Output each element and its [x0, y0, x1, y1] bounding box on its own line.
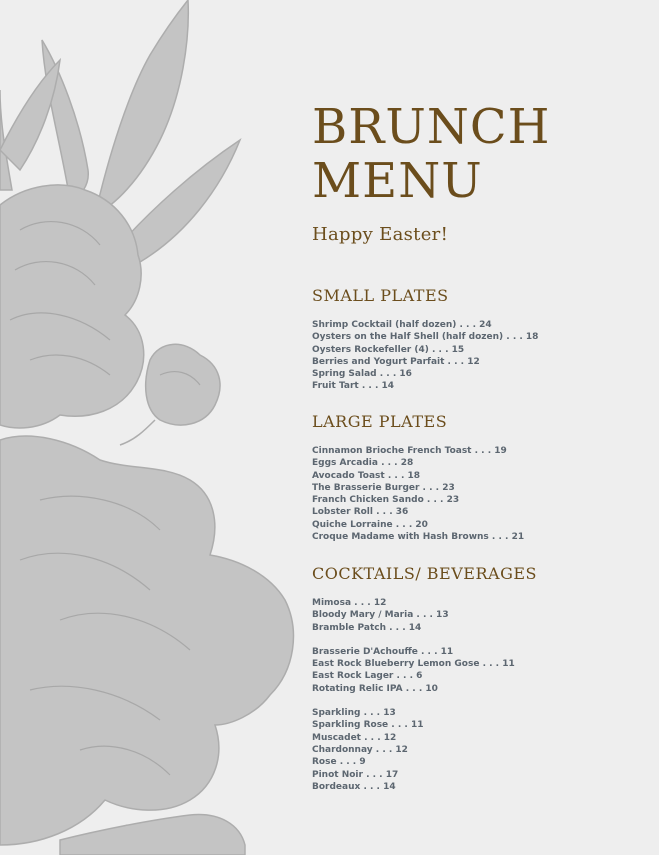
menu-item: Berries and Yogurt Parfait . . . 12	[312, 356, 480, 367]
menu-item: Cinnamon Brioche French Toast . . . 19	[312, 446, 507, 456]
menu-item: Muscadet . . . 12	[312, 732, 397, 743]
menu-item: Bloody Mary / Maria . . . 13	[312, 610, 449, 621]
menu-item: Bordeaux . . . 14	[312, 781, 396, 792]
menu-item: The Brasserie Burger . . . 23	[312, 482, 455, 493]
floral-illustration	[0, 0, 300, 855]
menu-item: Bramble Patch . . . 14	[312, 622, 422, 633]
menu-title	[312, 100, 642, 208]
menu-item: Rotating Relic IPA . . . 10	[312, 683, 438, 694]
title-line-2: MENU	[312, 153, 483, 209]
menu-item: Mimosa . . . 12	[312, 598, 387, 608]
menu-item: Croque Madame with Hash Browns . . . 21	[312, 532, 525, 543]
menu-subtitle: Happy Easter!	[312, 224, 449, 245]
menu-item: Rose . . . 9	[312, 757, 366, 768]
menu-item: Sparkling . . . 13	[312, 708, 396, 719]
menu-item: Shrimp Cocktail (half dozen) . . . 24	[312, 320, 492, 330]
menu-item: Avocado Toast . . . 18	[312, 470, 421, 481]
section-small-plates	[312, 286, 538, 393]
group-spacer	[312, 695, 537, 707]
section-cocktails-beverages	[312, 564, 537, 793]
menu-item: Spring Salad . . . 16	[312, 369, 412, 380]
menu-item: Quiche Lorraine . . . 20	[312, 519, 428, 530]
section-heading-large-plates: LARGE PLATES	[312, 412, 448, 431]
menu-item: Franch Chicken Sando . . . 23	[312, 495, 460, 506]
section-heading-cocktails: COCKTAILS/ BEVERAGES	[312, 564, 537, 583]
menu-item: Brasserie D'Achouffe . . . 11	[312, 646, 454, 657]
menu-item: Oysters Rockefeller (4) . . . 15	[312, 344, 465, 355]
menu-item: East Rock Lager . . . 6	[312, 671, 423, 682]
menu-item: Pinot Noir . . . 17	[312, 769, 399, 780]
cocktails-list	[312, 597, 537, 793]
menu-item: Oysters on the Half Shell (half dozen) . . . 18	[312, 332, 539, 343]
menu-item: Sparkling Rose . . . 11	[312, 720, 424, 731]
menu-content	[312, 99, 642, 792]
section-large-plates	[312, 412, 524, 543]
small-plates-list	[312, 319, 538, 393]
large-plates-list	[312, 445, 524, 543]
menu-item: Lobster Roll . . . 36	[312, 507, 409, 518]
menu-item: Chardonnay . . . 12	[312, 744, 408, 755]
menu-item: East Rock Blueberry Lemon Gose . . . 11	[312, 659, 515, 670]
menu-item: Fruit Tart . . . 14	[312, 381, 395, 392]
title-line-1: BRUNCH	[312, 99, 551, 155]
section-heading-small-plates: SMALL PLATES	[312, 286, 449, 305]
group-spacer	[312, 634, 537, 646]
menu-item: Eggs Arcadia . . . 28	[312, 458, 414, 469]
